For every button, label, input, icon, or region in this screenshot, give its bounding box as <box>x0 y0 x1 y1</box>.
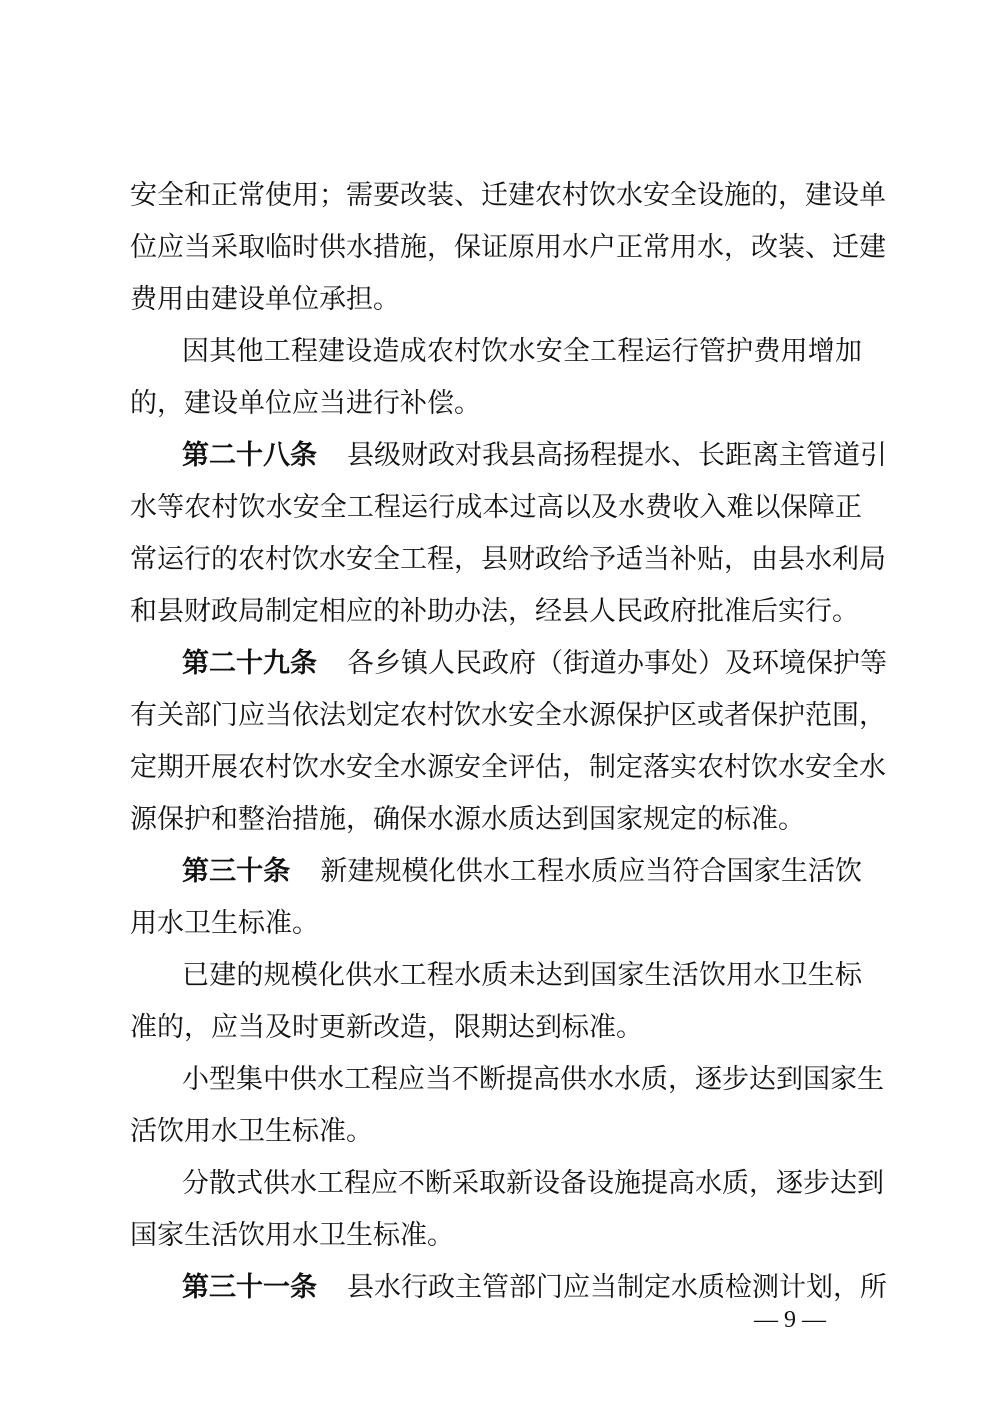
article-28-first-line <box>182 440 887 471</box>
text-line: 源保护和整治措施，确保水源水质达到国家规定的标准。 <box>130 804 805 835</box>
article-31-first-line <box>182 1272 887 1303</box>
text-line: 有关部门应当依法划定农村饮水安全水源保护区或者保护范围， <box>130 700 886 731</box>
text-line: 费用由建设单位承担。 <box>130 284 400 315</box>
text-line: 活饮用水卫生标准。 <box>130 1116 373 1147</box>
text-line: 因其他工程建设造成农村饮水安全工程运行管护费用增加 <box>182 336 862 367</box>
text-line: 水等农村饮水安全工程运行成本过高以及水费收入难以保障正 <box>130 492 862 523</box>
text-line: 的，建设单位应当进行补偿。 <box>130 388 481 419</box>
article-30-first-line <box>182 857 862 887</box>
article-heading: 第二十八条 <box>182 440 317 471</box>
article-text: 县级财政对我县高扬程提水、长距离主管道引 <box>347 440 887 471</box>
article-heading: 第三十一条 <box>182 1272 317 1303</box>
text-line: 国家生活饮用水卫生标准。 <box>130 1220 454 1251</box>
text-line: 定期开展农村饮水安全水源安全评估，制定落实农村饮水安全水 <box>130 752 886 783</box>
page-number: — 9 — <box>754 1307 826 1333</box>
text-line: 分散式供水工程应不断采取新设备设施提高水质，逐步达到 <box>182 1168 884 1199</box>
text-line: 位应当采取临时供水措施，保证原用水户正常用水，改装、迁建 <box>130 232 886 263</box>
text-line: 用水卫生标准。 <box>130 908 319 939</box>
text-line: 和县财政局制定相应的补助办法，经县人民政府批准后实行。 <box>130 596 859 627</box>
text-line: 小型集中供水工程应当不断提高供水水质，逐步达到国家生 <box>182 1064 884 1095</box>
article-29-first-line <box>182 648 887 679</box>
text-line: 常运行的农村饮水安全工程，县财政给予适当补贴，由县水利局 <box>130 544 886 575</box>
article-text: 新建规模化供水工程水质应当符合国家生活饮 <box>320 856 863 887</box>
text-line: 已建的规模化供水工程水质未达到国家生活饮用水卫生标 <box>182 960 862 991</box>
article-text: 县水行政主管部门应当制定水质检测计划，所 <box>347 1272 887 1303</box>
text-line: 准的，应当及时更新改造，限期达到标准。 <box>130 1012 643 1043</box>
text-line: 安全和正常使用；需要改装、迁建农村饮水安全设施的，建设单 <box>130 180 886 211</box>
article-heading: 第二十九条 <box>182 648 317 679</box>
article-heading: 第三十条 <box>182 856 291 887</box>
article-text: 各乡镇人民政府（街道办事处）及环境保护等 <box>347 648 887 679</box>
